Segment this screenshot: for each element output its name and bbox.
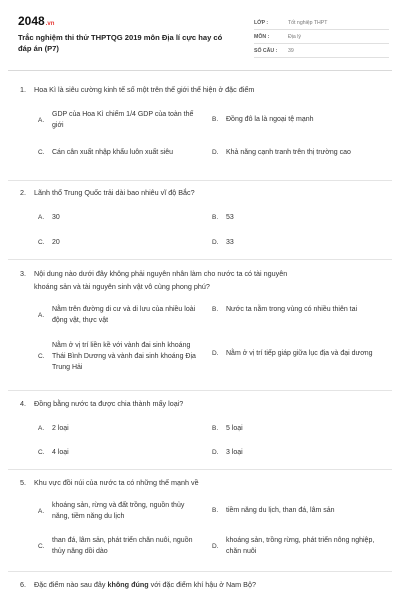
option-label: C. — [38, 353, 45, 360]
option-a[interactable] — [38, 212, 198, 223]
option-label: D. — [212, 149, 219, 156]
option-text: 2 loại — [52, 425, 69, 432]
option-a[interactable] — [38, 304, 198, 326]
divider — [8, 390, 392, 391]
option-c[interactable] — [38, 237, 198, 248]
option-a[interactable] — [38, 109, 198, 131]
option-text: 53 — [226, 214, 234, 221]
option-label: D. — [212, 239, 219, 246]
option-text: Nằm trên đường di cư và di lưu của nhiều loài động vật, thực vật — [52, 306, 196, 324]
option-label: A. — [38, 311, 45, 319]
question-number: 3. — [20, 269, 26, 278]
meta-value: Địa lý — [288, 33, 301, 40]
question-text — [20, 188, 195, 197]
option-d[interactable] — [212, 535, 387, 557]
question-number: 1. — [20, 85, 26, 94]
question-body-post: với đặc điểm khí hậu ở Nam Bộ? — [148, 580, 256, 589]
option-c[interactable] — [38, 147, 198, 158]
option-text: 20 — [52, 239, 60, 246]
option-b[interactable] — [212, 304, 387, 315]
page-title: Trắc nghiệm thi thử THPTQG 2019 môn Địa lí cực hay có đáp án (P7) — [18, 33, 223, 53]
divider — [8, 571, 392, 572]
option-a[interactable] — [38, 423, 198, 434]
option-label: C. — [38, 542, 45, 550]
option-text: khoáng sản, rừng và đất trồng, nguồn thủy năng, tiềm năng du lịch — [52, 502, 185, 520]
question-body-line1: Nội dung nào dưới đây không phải nguyên nhân làm cho nước ta có tài nguyên — [34, 269, 288, 278]
question-text — [20, 267, 287, 293]
question-text — [20, 580, 256, 589]
option-text: khoáng sản, trồng rừng, phát triển nông nghiệp, chăn nuôi — [226, 537, 375, 555]
meta-key: SỐ CÂU : — [254, 47, 278, 54]
option-label: B. — [212, 507, 219, 514]
question-body: Đồng bằng nước ta được chia thành mấy loại? — [34, 399, 184, 408]
question-body-line2: khoáng sản và tài nguyên sinh vật vô cùng phong phú? — [34, 282, 210, 291]
option-label: A. — [38, 507, 45, 515]
option-label: C. — [38, 449, 45, 456]
meta-row-class — [254, 16, 389, 30]
question-body: Lãnh thổ Trung Quốc trải dài bao nhiêu vĩ độ Bắc? — [34, 188, 195, 197]
logo-number: 2048 — [18, 14, 45, 28]
option-text: 30 — [52, 214, 60, 221]
option-text: GDP của Hoa Kì chiếm 1/4 GDP của toàn thế giới — [52, 111, 194, 129]
option-label: B. — [212, 116, 219, 123]
option-text: Nằm ở vị trí liền kề với vành đai sinh khoáng Thái Bình Dương và vành đai sinh khoáng Địa Trung Hải — [52, 342, 196, 371]
option-text: 3 loại — [226, 449, 243, 456]
option-b[interactable] — [212, 212, 387, 223]
option-label: B. — [212, 306, 219, 313]
option-text: Cán cân xuất nhập khẩu luôn xuất siêu — [52, 149, 174, 156]
option-d[interactable] — [212, 147, 387, 158]
option-label: B. — [212, 425, 219, 432]
meta-info — [254, 16, 389, 58]
question-body: Hoa Kì là siêu cường kinh tế số một trên thế giới thể hiện ở đặc điểm — [34, 85, 255, 94]
option-text: tiềm năng du lịch, than đá, lâm sản — [226, 507, 335, 514]
question-number: 2. — [20, 188, 26, 197]
question-number: 5. — [20, 478, 26, 487]
option-text: 5 loại — [226, 425, 243, 432]
divider — [8, 180, 392, 181]
option-c[interactable] — [38, 340, 198, 373]
meta-row-subject — [254, 30, 389, 44]
meta-row-count — [254, 44, 389, 58]
option-b[interactable] — [212, 114, 387, 125]
option-label: D. — [212, 542, 219, 550]
option-label: A. — [38, 214, 45, 221]
option-label: A. — [38, 116, 45, 124]
option-c[interactable] — [38, 447, 198, 458]
option-label: C. — [38, 239, 45, 246]
question-text — [20, 399, 183, 408]
question-body: Khu vực đồi núi của nước ta có những thế mạnh về — [34, 478, 199, 487]
option-label: C. — [38, 149, 45, 156]
site-logo[interactable] — [18, 14, 54, 28]
option-d[interactable] — [212, 447, 387, 458]
option-text: Đồng đô la là ngoại tệ mạnh — [226, 116, 314, 123]
option-text: 4 loại — [52, 449, 69, 456]
header — [8, 8, 392, 71]
option-text: than đá, lâm sản, phát triển chăn nuôi, nguồn thủy năng dồi dào — [52, 537, 193, 555]
question-body-bold: không đúng — [107, 580, 149, 589]
option-a[interactable] — [38, 500, 198, 522]
question-body-pre: Đặc điểm nào sau đây — [34, 580, 108, 589]
option-text: Nước ta nằm trong vùng có nhiều thiên tai — [226, 306, 358, 313]
option-text: 33 — [226, 239, 234, 246]
option-label: B. — [212, 214, 219, 221]
question-text — [20, 478, 199, 487]
divider — [8, 259, 392, 260]
meta-value: 39 — [288, 47, 294, 54]
meta-key: MÔN : — [254, 33, 270, 40]
option-b[interactable] — [212, 423, 387, 434]
option-b[interactable] — [212, 505, 387, 516]
logo-domain: .vn — [45, 21, 55, 27]
option-d[interactable] — [212, 237, 387, 248]
option-label: A. — [38, 425, 45, 432]
meta-value: Tốt nghiệp THPT — [288, 19, 328, 26]
question-text — [20, 85, 254, 94]
meta-key: LỚP : — [254, 19, 269, 26]
option-text: Nằm ở vị trí tiếp giáp giữa lục địa và đại dương — [226, 350, 373, 357]
document-page — [8, 8, 392, 589]
option-d[interactable] — [212, 348, 387, 359]
option-label: D. — [212, 449, 219, 456]
option-c[interactable] — [38, 535, 198, 557]
question-number: 6. — [20, 580, 26, 589]
option-label: D. — [212, 350, 219, 357]
question-number: 4. — [20, 399, 26, 408]
option-text: Khả năng cạnh tranh trên thị trường cao — [226, 149, 351, 156]
divider — [8, 469, 392, 470]
